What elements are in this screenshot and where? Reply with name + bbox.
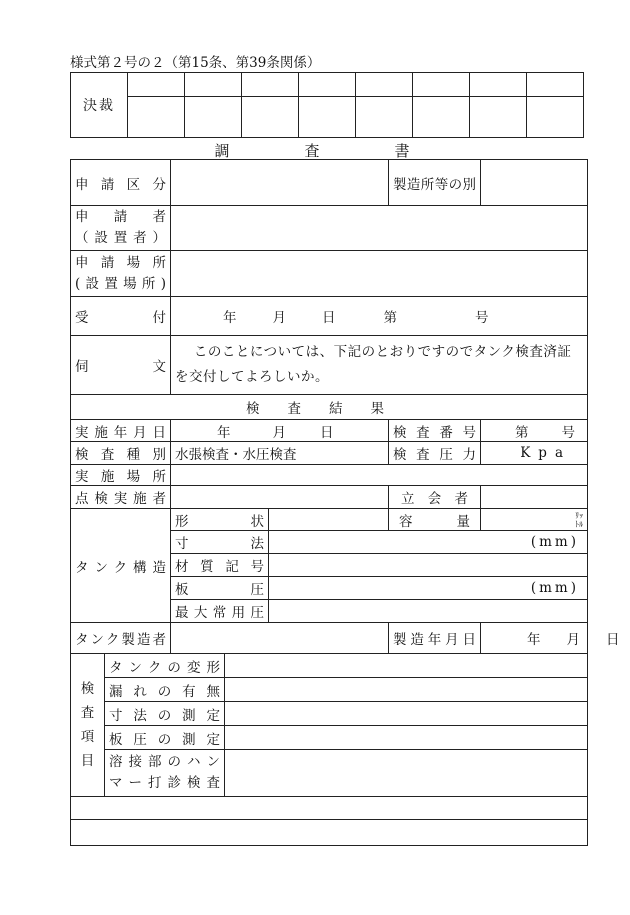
item-dimension-field[interactable] xyxy=(225,702,588,726)
witness-field[interactable] xyxy=(481,486,588,509)
stamp-box[interactable] xyxy=(470,97,527,138)
implementation-place-field[interactable] xyxy=(171,465,588,486)
document-title: 調 査 書 xyxy=(214,142,440,160)
max-pressure-field[interactable] xyxy=(269,600,588,623)
inspection-pressure-field[interactable]: Kpa xyxy=(481,442,588,465)
max-pressure-label: 最大常用圧 xyxy=(175,605,264,621)
tank-maker-label: タンク製造者 xyxy=(75,632,166,648)
tank-maker-field[interactable] xyxy=(171,623,389,654)
application-location-field[interactable] xyxy=(171,251,588,297)
item-tank-deformation-field[interactable] xyxy=(225,654,588,678)
item-plate-field[interactable] xyxy=(225,726,588,750)
inquiry-text: このことについては、下記のとおりですのでタンク検査済証を交付してよろしいか。 xyxy=(171,336,588,395)
stamp-box[interactable] xyxy=(356,97,413,138)
size-label: 寸法 xyxy=(175,536,264,552)
application-category-field[interactable] xyxy=(171,160,389,206)
inquiry-label: 伺文 xyxy=(75,359,166,375)
material-code-label: 材質記号 xyxy=(175,559,264,575)
implementation-date-field[interactable]: 年 月 日 xyxy=(171,420,389,442)
stamp-box[interactable] xyxy=(128,73,185,97)
capacity-field[interactable] xyxy=(481,509,588,531)
application-category-label: 申請区分 xyxy=(75,176,166,193)
receipt-number-prefix: 第 xyxy=(383,310,397,326)
item-weld-field[interactable] xyxy=(225,750,588,797)
inspection-form-table xyxy=(70,159,620,846)
shape-field[interactable] xyxy=(269,509,389,531)
blank-row[interactable] xyxy=(71,797,588,820)
inspection-items-label: 検 査 項 目 xyxy=(71,654,105,797)
material-code-field[interactable] xyxy=(269,554,588,577)
stamp-box[interactable] xyxy=(185,73,242,97)
applicant-field[interactable] xyxy=(171,206,588,251)
stamp-box[interactable] xyxy=(128,97,185,138)
implementation-date-label: 実施年月日 xyxy=(75,424,166,441)
item-leak-label: 漏れの有無 xyxy=(109,683,220,700)
blank-row[interactable] xyxy=(71,820,588,846)
factory-type-field[interactable] xyxy=(481,160,588,206)
stamp-box[interactable] xyxy=(470,73,527,97)
manufacture-date-field[interactable]: 年 月 日 xyxy=(481,623,588,654)
inspection-pressure-label: 検査圧力 xyxy=(393,447,476,463)
receipt-number-suffix: 号 xyxy=(475,310,489,326)
stamp-box[interactable] xyxy=(242,97,299,138)
receipt-day: 日 xyxy=(322,310,336,326)
receipt-year: 年 xyxy=(223,310,237,326)
implementation-place-label: 実施場所 xyxy=(75,469,166,485)
receipt-label: 受付 xyxy=(75,310,166,326)
factory-type-label: 製造所等の別 xyxy=(393,176,476,193)
stamp-box[interactable] xyxy=(527,97,584,138)
inspection-number-field[interactable]: 第 号 xyxy=(481,420,588,442)
approval-stamp-table xyxy=(70,72,584,138)
size-field[interactable]: (mm) xyxy=(269,531,588,554)
item-tank-deformation-label: タンクの変形 xyxy=(109,659,220,676)
stamp-box[interactable] xyxy=(527,73,584,97)
stamp-box[interactable] xyxy=(413,73,470,97)
plate-thickness-label: 板圧 xyxy=(175,582,264,598)
receipt-field[interactable] xyxy=(171,297,588,336)
item-weld-label: 溶接部のハン マー打診検査 xyxy=(105,750,225,797)
receipt-month: 月 xyxy=(272,310,286,326)
inspector-field[interactable] xyxy=(171,486,389,509)
item-dimension-label: 寸法の測定 xyxy=(109,707,220,724)
manufacture-date-label: 製造年月日 xyxy=(393,632,476,648)
application-location-label: 申請場所 (設置場所) xyxy=(71,251,171,297)
stamp-box[interactable] xyxy=(299,73,356,97)
stamp-box[interactable] xyxy=(299,97,356,138)
shape-label: 形状 xyxy=(175,513,264,530)
stamp-box[interactable] xyxy=(242,73,299,97)
applicant-label: 申請者 （設置者） xyxy=(71,206,171,251)
item-leak-field[interactable] xyxy=(225,678,588,702)
tank-structure-label: タンク構造 xyxy=(75,559,166,576)
witness-label: 立会者 xyxy=(401,491,468,507)
inspection-type-label: 検査種別 xyxy=(75,447,166,463)
stamp-box[interactable] xyxy=(413,97,470,138)
stamp-box[interactable] xyxy=(356,73,413,97)
capacity-unit-top: ﾘｯ xyxy=(575,510,583,520)
form-number: 様式第２号の２（第15条、第39条関係） xyxy=(70,55,321,71)
stamp-box[interactable] xyxy=(185,97,242,138)
approval-label: 決裁 xyxy=(71,73,128,138)
plate-thickness-field[interactable]: (mm) xyxy=(269,577,588,600)
inspection-number-label: 検査番号 xyxy=(393,424,476,441)
results-heading: 検査結果 xyxy=(71,395,588,420)
capacity-unit-bottom: ﾄﾙ xyxy=(575,519,583,529)
inspection-type-value[interactable]: 水張検査・水圧検査 xyxy=(171,442,389,465)
capacity-label: 容量 xyxy=(399,513,470,530)
inspector-label: 点検実施者 xyxy=(75,491,166,507)
item-plate-label: 板圧の測定 xyxy=(109,731,220,748)
